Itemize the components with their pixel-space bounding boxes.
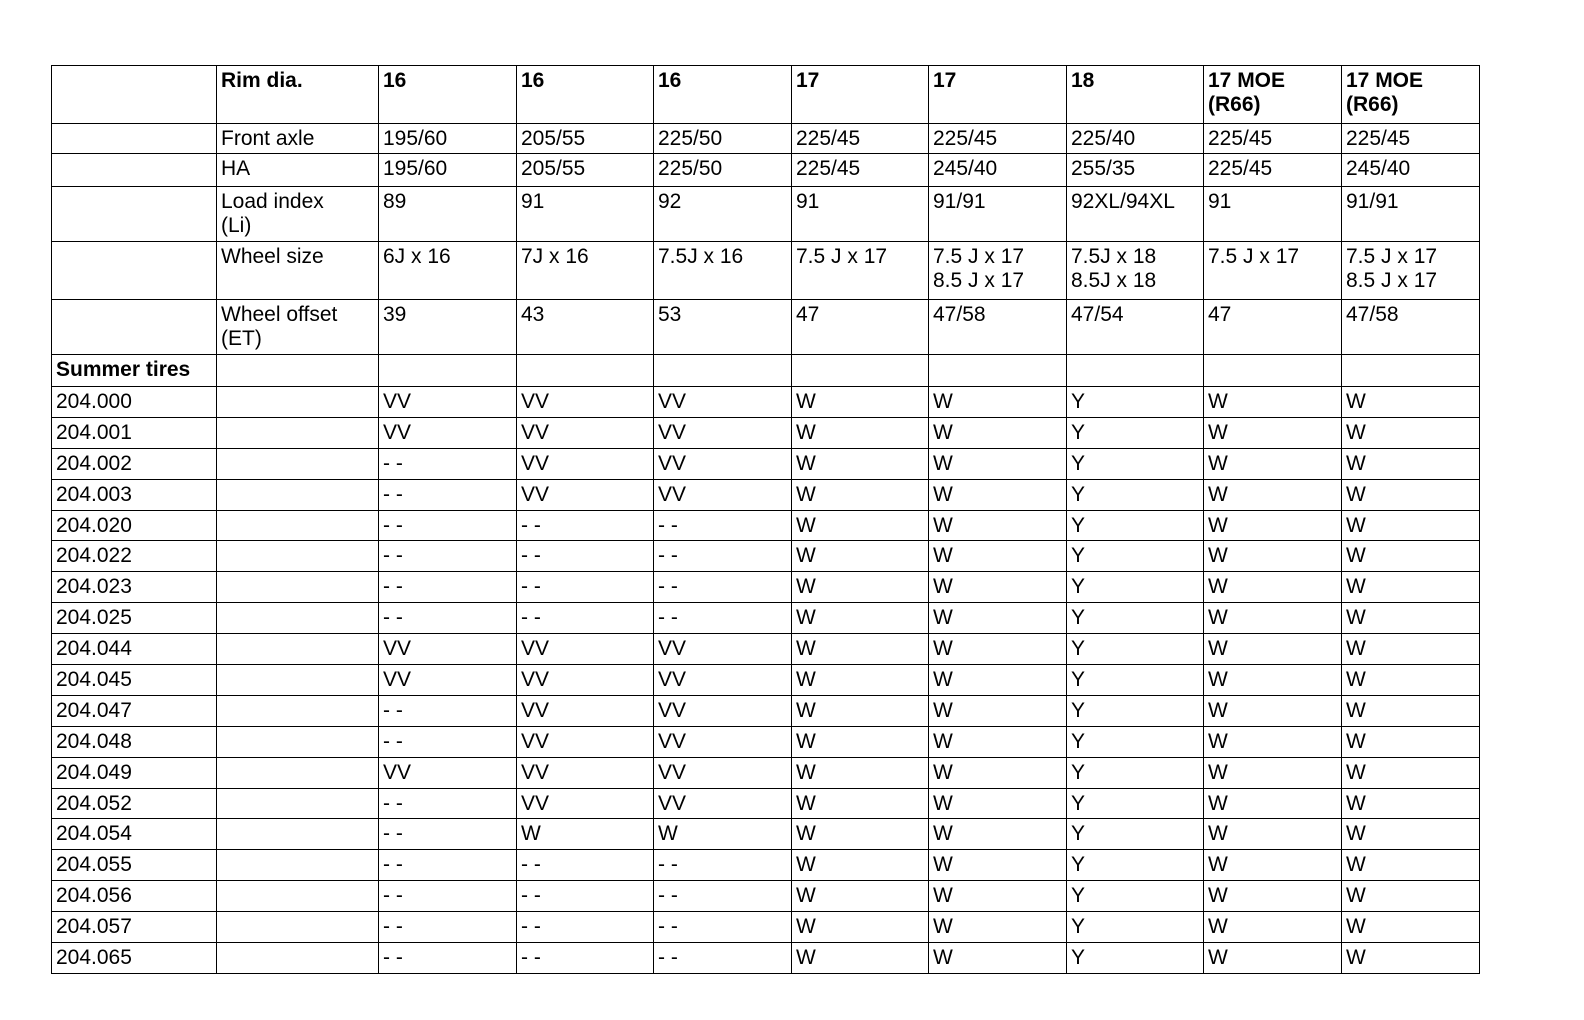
table-row (52, 881, 1480, 912)
speed-rating: W (792, 881, 929, 912)
empty-cell (217, 355, 379, 387)
speed-rating: W (792, 912, 929, 943)
empty-cell (52, 66, 217, 124)
empty-cell (217, 726, 379, 757)
empty-cell (52, 300, 217, 355)
speed-rating: Y (1067, 634, 1204, 665)
speed-rating: Y (1067, 757, 1204, 788)
speed-rating: W (792, 603, 929, 634)
empty-cell (52, 154, 217, 187)
speed-rating: - - (517, 541, 654, 572)
speed-rating: VV (654, 665, 792, 696)
section-row (52, 355, 1480, 387)
speed-rating: W (792, 726, 929, 757)
spec-value: 7.5J x 16 (654, 242, 792, 300)
spec-value: 43 (517, 300, 654, 355)
rim-dia-column-header: 17 MOE (R66) (1342, 66, 1480, 124)
spec-row (52, 242, 1480, 300)
empty-cell (217, 479, 379, 510)
empty-cell (217, 912, 379, 943)
header-row (52, 66, 1480, 124)
spec-label: Front axle (217, 124, 379, 154)
speed-rating: VV (654, 387, 792, 418)
speed-rating: - - (379, 912, 517, 943)
speed-rating: VV (654, 479, 792, 510)
speed-rating: W (517, 819, 654, 850)
speed-rating: - - (379, 541, 517, 572)
spec-value: 91/91 (929, 187, 1067, 242)
spec-value: 6J x 16 (379, 242, 517, 300)
model-code: 204.055 (52, 850, 217, 881)
rim-dia-column-header: 16 (654, 66, 792, 124)
speed-rating: Y (1067, 665, 1204, 696)
spec-value: 245/40 (1342, 154, 1480, 187)
speed-rating: Y (1067, 510, 1204, 541)
spec-value: 225/45 (1204, 154, 1342, 187)
speed-rating: Y (1067, 726, 1204, 757)
empty-cell (929, 355, 1067, 387)
speed-rating: Y (1067, 541, 1204, 572)
speed-rating: W (792, 788, 929, 819)
empty-cell (1204, 355, 1342, 387)
empty-cell (52, 124, 217, 154)
speed-rating: W (929, 943, 1067, 974)
speed-rating: W (929, 603, 1067, 634)
speed-rating: W (1204, 881, 1342, 912)
spec-value: 47 (792, 300, 929, 355)
speed-rating: W (1204, 788, 1342, 819)
speed-rating: W (1342, 881, 1480, 912)
model-code: 204.002 (52, 448, 217, 479)
empty-cell (217, 850, 379, 881)
table-row (52, 819, 1480, 850)
speed-rating: W (1342, 448, 1480, 479)
rim-dia-label: Rim dia. (217, 66, 379, 124)
table-row (52, 788, 1480, 819)
speed-rating: W (1342, 603, 1480, 634)
empty-cell (217, 788, 379, 819)
spec-label: HA (217, 154, 379, 187)
model-code: 204.000 (52, 387, 217, 418)
speed-rating: W (1204, 850, 1342, 881)
speed-rating: W (929, 881, 1067, 912)
speed-rating: W (929, 572, 1067, 603)
speed-rating: VV (654, 448, 792, 479)
speed-rating: W (792, 695, 929, 726)
speed-rating: W (1204, 387, 1342, 418)
table-row (52, 387, 1480, 418)
speed-rating: VV (654, 726, 792, 757)
spec-value: 225/45 (792, 124, 929, 154)
table-row (52, 510, 1480, 541)
speed-rating: W (1204, 726, 1342, 757)
speed-rating: VV (517, 695, 654, 726)
model-code: 204.054 (52, 819, 217, 850)
speed-rating: Y (1067, 881, 1204, 912)
speed-rating: W (929, 387, 1067, 418)
empty-cell (52, 242, 217, 300)
speed-rating: W (792, 572, 929, 603)
speed-rating: W (1204, 417, 1342, 448)
speed-rating: W (1204, 603, 1342, 634)
speed-rating: Y (1067, 695, 1204, 726)
speed-rating: - - (379, 850, 517, 881)
table-row (52, 912, 1480, 943)
speed-rating: W (792, 850, 929, 881)
spec-value: 91 (517, 187, 654, 242)
speed-rating: - - (517, 912, 654, 943)
speed-rating: - - (654, 912, 792, 943)
speed-rating: W (792, 541, 929, 572)
rim-dia-column-header: 16 (379, 66, 517, 124)
spec-row (52, 187, 1480, 242)
rim-dia-column-header: 17 (929, 66, 1067, 124)
table-row (52, 448, 1480, 479)
empty-cell (217, 448, 379, 479)
empty-cell (217, 819, 379, 850)
model-code: 204.047 (52, 695, 217, 726)
spec-row (52, 124, 1480, 154)
model-code: 204.022 (52, 541, 217, 572)
spec-value: 195/60 (379, 124, 517, 154)
model-code: 204.056 (52, 881, 217, 912)
spec-value: 91/91 (1342, 187, 1480, 242)
speed-rating: - - (379, 788, 517, 819)
spec-value: 225/45 (792, 154, 929, 187)
spec-value: 91 (792, 187, 929, 242)
spec-value: 205/55 (517, 124, 654, 154)
speed-rating: - - (379, 819, 517, 850)
speed-rating: W (1204, 541, 1342, 572)
speed-rating: W (1342, 788, 1480, 819)
speed-rating: VV (517, 417, 654, 448)
speed-rating: W (1342, 819, 1480, 850)
model-code: 204.044 (52, 634, 217, 665)
table-row (52, 417, 1480, 448)
speed-rating: W (1204, 510, 1342, 541)
rim-dia-column-header: 17 MOE (R66) (1204, 66, 1342, 124)
speed-rating: W (792, 479, 929, 510)
rim-dia-column-header: 18 (1067, 66, 1204, 124)
model-code: 204.025 (52, 603, 217, 634)
model-code: 204.049 (52, 757, 217, 788)
speed-rating: W (654, 819, 792, 850)
speed-rating: W (1342, 757, 1480, 788)
empty-cell (217, 603, 379, 634)
model-code: 204.020 (52, 510, 217, 541)
spec-value: 92XL/94XL (1067, 187, 1204, 242)
speed-rating: VV (517, 757, 654, 788)
empty-cell (217, 757, 379, 788)
speed-rating: - - (517, 881, 654, 912)
table-row (52, 603, 1480, 634)
table-row (52, 757, 1480, 788)
speed-rating: VV (379, 387, 517, 418)
empty-cell (217, 665, 379, 696)
speed-rating: VV (379, 665, 517, 696)
speed-rating: VV (517, 448, 654, 479)
speed-rating: - - (654, 850, 792, 881)
speed-rating: VV (654, 788, 792, 819)
table-row (52, 695, 1480, 726)
speed-rating: VV (379, 757, 517, 788)
speed-rating: VV (517, 634, 654, 665)
spec-value: 255/35 (1067, 154, 1204, 187)
speed-rating: W (929, 695, 1067, 726)
speed-rating: W (792, 448, 929, 479)
speed-rating: W (929, 850, 1067, 881)
empty-cell (1067, 355, 1204, 387)
table-row (52, 850, 1480, 881)
speed-rating: W (792, 417, 929, 448)
speed-rating: Y (1067, 943, 1204, 974)
spec-row (52, 154, 1480, 187)
speed-rating: W (1204, 572, 1342, 603)
speed-rating: Y (1067, 572, 1204, 603)
speed-rating: VV (379, 417, 517, 448)
speed-rating: W (1204, 943, 1342, 974)
speed-rating: Y (1067, 479, 1204, 510)
speed-rating: W (1342, 665, 1480, 696)
speed-rating: W (792, 510, 929, 541)
speed-rating: - - (654, 510, 792, 541)
spec-value: 7.5 J x 17 (792, 242, 929, 300)
speed-rating: W (1342, 634, 1480, 665)
speed-rating: VV (654, 695, 792, 726)
speed-rating: W (1342, 387, 1480, 418)
speed-rating: VV (654, 417, 792, 448)
speed-rating: Y (1067, 603, 1204, 634)
spec-value: 92 (654, 187, 792, 242)
spec-value: 225/45 (929, 124, 1067, 154)
empty-cell (217, 572, 379, 603)
spec-value: 47 (1204, 300, 1342, 355)
speed-rating: - - (654, 603, 792, 634)
speed-rating: W (929, 757, 1067, 788)
spec-value: 47/58 (1342, 300, 1480, 355)
spec-value: 7.5 J x 17 8.5 J x 17 (929, 242, 1067, 300)
table-row (52, 943, 1480, 974)
table-row (52, 634, 1480, 665)
speed-rating: - - (379, 603, 517, 634)
speed-rating: W (1204, 757, 1342, 788)
speed-rating: - - (654, 572, 792, 603)
speed-rating: W (792, 819, 929, 850)
speed-rating: - - (379, 881, 517, 912)
speed-rating: - - (517, 572, 654, 603)
model-code: 204.065 (52, 943, 217, 974)
speed-rating: W (929, 510, 1067, 541)
speed-rating: - - (517, 603, 654, 634)
empty-cell (217, 510, 379, 541)
speed-rating: Y (1067, 387, 1204, 418)
spec-value: 195/60 (379, 154, 517, 187)
spec-label: Wheel size (217, 242, 379, 300)
speed-rating: - - (379, 479, 517, 510)
speed-rating: - - (517, 850, 654, 881)
spec-value: 225/45 (1342, 124, 1480, 154)
speed-rating: W (792, 943, 929, 974)
speed-rating: Y (1067, 912, 1204, 943)
empty-cell (217, 387, 379, 418)
speed-rating: W (1342, 695, 1480, 726)
speed-rating: W (1342, 479, 1480, 510)
table-row (52, 572, 1480, 603)
empty-cell (1342, 355, 1480, 387)
speed-rating: VV (517, 479, 654, 510)
table-row (52, 665, 1480, 696)
empty-cell (217, 417, 379, 448)
model-code: 204.023 (52, 572, 217, 603)
speed-rating: W (929, 665, 1067, 696)
speed-rating: W (792, 387, 929, 418)
model-code: 204.057 (52, 912, 217, 943)
spec-value: 7.5 J x 17 (1204, 242, 1342, 300)
speed-rating: W (1342, 572, 1480, 603)
speed-rating: W (929, 417, 1067, 448)
speed-rating: - - (379, 943, 517, 974)
speed-rating: Y (1067, 850, 1204, 881)
spec-value: 225/45 (1204, 124, 1342, 154)
speed-rating: W (929, 912, 1067, 943)
speed-rating: W (1204, 695, 1342, 726)
spec-value: 225/40 (1067, 124, 1204, 154)
model-code: 204.003 (52, 479, 217, 510)
empty-cell (217, 695, 379, 726)
spec-value: 7.5J x 18 8.5J x 18 (1067, 242, 1204, 300)
spec-label: Wheel offset (ET) (217, 300, 379, 355)
empty-cell (52, 187, 217, 242)
model-code: 204.048 (52, 726, 217, 757)
speed-rating: - - (654, 881, 792, 912)
empty-cell (517, 355, 654, 387)
speed-rating: W (1342, 912, 1480, 943)
spec-value: 245/40 (929, 154, 1067, 187)
spec-value: 47/58 (929, 300, 1067, 355)
speed-rating: - - (517, 943, 654, 974)
speed-rating: W (929, 819, 1067, 850)
model-code: 204.045 (52, 665, 217, 696)
rim-dia-column-header: 17 (792, 66, 929, 124)
speed-rating: W (1204, 819, 1342, 850)
speed-rating: - - (517, 510, 654, 541)
spec-value: 91 (1204, 187, 1342, 242)
speed-rating: W (929, 634, 1067, 665)
empty-cell (654, 355, 792, 387)
tire-approval-table (51, 65, 1480, 974)
empty-cell (379, 355, 517, 387)
rim-dia-column-header: 16 (517, 66, 654, 124)
empty-cell (217, 943, 379, 974)
speed-rating: W (792, 757, 929, 788)
section-title: Summer tires (52, 355, 217, 387)
spec-value: 7J x 16 (517, 242, 654, 300)
spec-value: 89 (379, 187, 517, 242)
spec-value: 225/50 (654, 124, 792, 154)
speed-rating: Y (1067, 788, 1204, 819)
table-row (52, 479, 1480, 510)
spec-row (52, 300, 1480, 355)
speed-rating: W (929, 541, 1067, 572)
speed-rating: VV (517, 665, 654, 696)
speed-rating: Y (1067, 417, 1204, 448)
speed-rating: W (1342, 510, 1480, 541)
speed-rating: VV (379, 634, 517, 665)
speed-rating: W (1342, 943, 1480, 974)
speed-rating: - - (379, 510, 517, 541)
speed-rating: W (1204, 634, 1342, 665)
model-code: 204.001 (52, 417, 217, 448)
speed-rating: W (1342, 726, 1480, 757)
spec-value: 39 (379, 300, 517, 355)
speed-rating: W (792, 665, 929, 696)
speed-rating: - - (379, 448, 517, 479)
speed-rating: - - (654, 943, 792, 974)
speed-rating: W (1342, 541, 1480, 572)
empty-cell (217, 541, 379, 572)
speed-rating: W (1342, 417, 1480, 448)
speed-rating: W (792, 634, 929, 665)
spec-label: Load index (Li) (217, 187, 379, 242)
spec-value: 7.5 J x 17 8.5 J x 17 (1342, 242, 1480, 300)
speed-rating: VV (654, 634, 792, 665)
speed-rating: W (929, 726, 1067, 757)
model-code: 204.052 (52, 788, 217, 819)
spec-value: 205/55 (517, 154, 654, 187)
speed-rating: VV (517, 788, 654, 819)
speed-rating: W (1204, 448, 1342, 479)
speed-rating: W (1204, 479, 1342, 510)
speed-rating: VV (654, 757, 792, 788)
speed-rating: - - (379, 572, 517, 603)
speed-rating: W (929, 479, 1067, 510)
speed-rating: W (1342, 850, 1480, 881)
speed-rating: W (1204, 665, 1342, 696)
table-row (52, 726, 1480, 757)
table-body (52, 66, 1480, 974)
speed-rating: VV (517, 726, 654, 757)
speed-rating: VV (517, 387, 654, 418)
speed-rating: Y (1067, 448, 1204, 479)
empty-cell (217, 634, 379, 665)
speed-rating: Y (1067, 819, 1204, 850)
speed-rating: - - (379, 726, 517, 757)
speed-rating: - - (654, 541, 792, 572)
speed-rating: W (929, 788, 1067, 819)
spec-value: 225/50 (654, 154, 792, 187)
spec-value: 53 (654, 300, 792, 355)
table-row (52, 541, 1480, 572)
spec-value: 47/54 (1067, 300, 1204, 355)
speed-rating: W (1204, 912, 1342, 943)
speed-rating: W (929, 448, 1067, 479)
empty-cell (217, 881, 379, 912)
speed-rating: - - (379, 695, 517, 726)
empty-cell (792, 355, 929, 387)
